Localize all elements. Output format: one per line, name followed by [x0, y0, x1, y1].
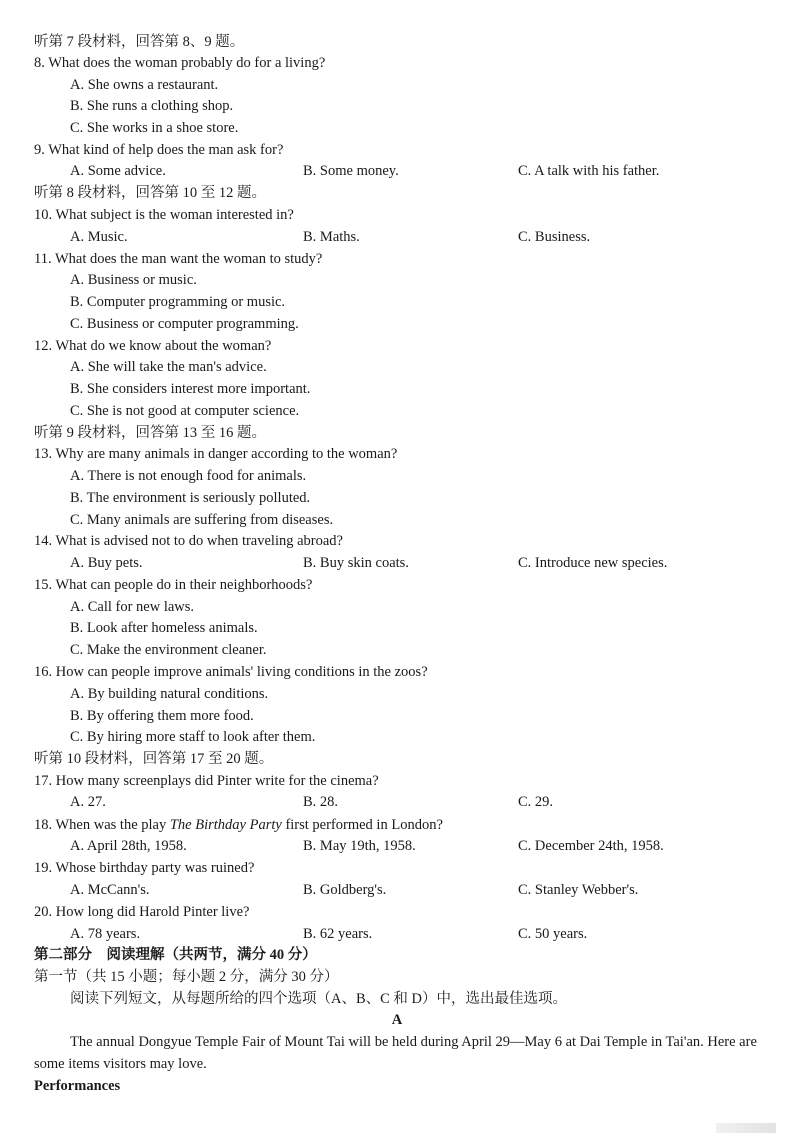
question-19: 19. Whose birthday party was ruined?	[34, 860, 255, 876]
q20-option-b: B. 62 years.	[303, 926, 373, 942]
q9-option-b: B. Some money.	[303, 163, 399, 179]
section-header-7: 听第 7 段材料，回答第 8、9 题。	[34, 34, 245, 50]
q18-text-end: first performed in London?	[281, 817, 443, 833]
q19-option-b: B. Goldberg's.	[303, 882, 387, 898]
q18-text-start: 18. When was the play	[34, 817, 170, 833]
q18-option-b: B. May 19th, 1958.	[303, 838, 416, 854]
q14-option-c: C. Introduce new species.	[518, 555, 668, 571]
q11-option-b: B. Computer programming or music.	[70, 294, 286, 310]
q17-option-b: B. 28.	[303, 794, 339, 810]
section-one-heading: 第一节（共 15 小题；每小题 2 分，满分 30 分）	[34, 969, 339, 985]
question-20: 20. How long did Harold Pinter live?	[34, 904, 250, 920]
q14-option-b: B. Buy skin coats.	[303, 555, 409, 571]
section-header-8: 听第 8 段材料，回答第 10 至 12 题。	[34, 185, 266, 201]
question-10: 10. What subject is the woman interested in?	[34, 207, 294, 223]
q13-option-c: C. Many animals are suffering from diseases.	[70, 512, 334, 528]
q19-option-c: C. Stanley Webber's.	[518, 882, 639, 898]
q16-option-c: C. By hiring more staff to look after them.	[70, 729, 316, 745]
q11-option-a: A. Business or music.	[70, 272, 197, 288]
q13-option-b: B. The environment is seriously polluted.	[70, 490, 311, 506]
question-15: 15. What can people do in their neighborhoods?	[34, 577, 313, 593]
q9-option-c: C. A talk with his father.	[518, 163, 660, 179]
question-18	[34, 815, 443, 835]
q11-option-c: C. Business or computer programming.	[70, 316, 299, 332]
corner-watermark	[716, 1123, 776, 1133]
q10-option-b: B. Maths.	[303, 229, 360, 245]
q12-option-b: B. She considers interest more important.	[70, 381, 311, 397]
q15-option-a: A. Call for new laws.	[70, 599, 195, 615]
q12-option-a: A. She will take the man's advice.	[70, 359, 267, 375]
q15-option-b: B. Look after homeless animals.	[70, 620, 258, 636]
q15-option-c: C. Make the environment cleaner.	[70, 642, 267, 658]
q8-option-a: A. She owns a restaurant.	[70, 77, 219, 93]
q20-option-c: C. 50 years.	[518, 926, 588, 942]
performances-heading: Performances	[34, 1078, 121, 1094]
q8-option-b: B. She runs a clothing shop.	[70, 98, 234, 114]
question-12: 12. What do we know about the woman?	[34, 338, 272, 354]
q16-option-b: B. By offering them more food.	[70, 708, 254, 724]
q17-option-a: A. 27.	[70, 794, 106, 810]
q18-play-title: The Birthday Party	[169, 817, 282, 833]
question-14: 14. What is advised not to do when traveling abroad?	[34, 533, 343, 549]
section-header-9: 听第 9 段材料，回答第 13 至 16 题。	[34, 425, 266, 441]
q14-option-a: A. Buy pets.	[70, 555, 143, 571]
passage-label: A	[391, 1012, 403, 1028]
section-header-10: 听第 10 段材料，回答第 17 至 20 题。	[34, 751, 274, 767]
q18-option-c: C. December 24th, 1958.	[518, 838, 664, 854]
question-13: 13. Why are many animals in danger according to the woman?	[34, 446, 398, 462]
question-11: 11. What does the man want the woman to study?	[34, 251, 323, 267]
q16-option-a: A. By building natural conditions.	[70, 686, 269, 702]
q10-option-a: A. Music.	[70, 229, 128, 245]
reading-instructions: 阅读下列短文，从每题所给的四个选项（A、B、C 和 D）中，选出最佳选项。	[70, 991, 568, 1007]
q18-option-a: A. April 28th, 1958.	[70, 838, 187, 854]
q10-option-c: C. Business.	[518, 229, 591, 245]
q17-option-c: C. 29.	[518, 794, 554, 810]
q9-option-a: A. Some advice.	[70, 163, 166, 179]
part-two-heading: 第二部分 阅读理解（共两节，满分 40 分）	[34, 947, 317, 963]
q12-option-c: C. She is not good at computer science.	[70, 403, 300, 419]
question-17: 17. How many screenplays did Pinter write for the cinema?	[34, 773, 379, 789]
q8-option-c: C. She works in a shoe store.	[70, 120, 239, 136]
question-9: 9. What kind of help does the man ask for?	[34, 142, 284, 158]
q20-option-a: A. 78 years.	[70, 926, 141, 942]
passage-a-intro: The annual Dongyue Temple Fair of Mount Tai will be held during April 29—May 6 at Dai Temple in Tai'an. Here are some items visitors may love.	[34, 1034, 757, 1072]
question-8: 8. What does the woman probably do for a living?	[34, 55, 326, 71]
q19-option-a: A. McCann's.	[70, 882, 150, 898]
question-16: 16. How can people improve animals' living conditions in the zoos?	[34, 664, 428, 680]
q13-option-a: A. There is not enough food for animals.	[70, 468, 307, 484]
